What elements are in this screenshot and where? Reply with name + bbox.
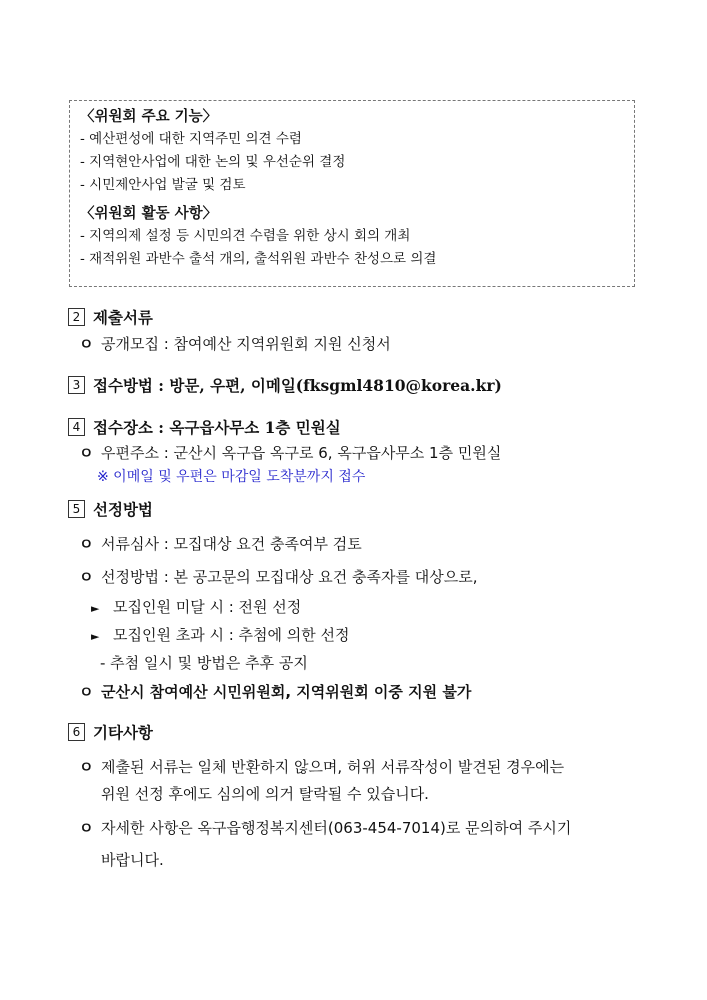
list-item-continued: 위원 선정 후에도 심의에 의거 탈락될 수 있습니다. (101, 785, 429, 803)
box-item: - 재적위원 과반수 출석 개의, 출석위원 과반수 찬성으로 의결 (80, 251, 437, 267)
section-number: 5 (68, 500, 85, 518)
bullet-icon: ㅇ (79, 335, 94, 353)
box-heading-functions: 〈위원회 주요 기능〉 (80, 109, 218, 125)
box-item: - 예산편성에 대한 지역주민 의견 수렴 (80, 131, 302, 147)
bullet-icon: ㅇ (79, 535, 94, 553)
bullet-icon: ㅇ (79, 568, 94, 586)
sub-list-item: - 추첨 일시 및 방법은 추후 공지 (100, 654, 308, 672)
section-title: 선정방법 (93, 500, 153, 519)
section-number: 4 (68, 418, 85, 436)
list-item: ㅇ 제출된 서류는 일체 반환하지 않으며, 허위 서류작성이 발견된 경우에는 (79, 758, 565, 776)
bullet-icon: ㅇ (79, 444, 94, 462)
bullet-icon: ㅇ (79, 683, 94, 701)
sub-list-item: ► 모집인원 초과 시 : 추첨에 의한 선정 (91, 626, 350, 644)
list-item: ㅇ 우편주소 : 군산시 옥구읍 옥구로 6, 옥구읍사무소 1층 민원실 (79, 444, 502, 462)
section-title: 기타사항 (93, 723, 153, 742)
committee-info-box (69, 100, 635, 287)
list-item: ㅇ 자세한 사항은 옥구읍행정복지센터(063-454-7014)로 문의하여 주시기 (79, 819, 572, 837)
bullet-icon: ㅇ (79, 819, 94, 837)
list-item-emphasis: ㅇ 군산시 참여예산 시민위원회, 지역위원회 이중 지원 불가 (79, 683, 472, 701)
section-heading-method (68, 374, 502, 396)
section-number: 6 (68, 723, 85, 741)
note-text: ※ 이메일 및 우편은 마감일 도착분까지 접수 (97, 469, 366, 485)
section-heading-other (68, 721, 153, 743)
section-heading-documents (68, 306, 153, 328)
list-item: ㅇ 서류심사 : 모집대상 요건 충족여부 검토 (79, 535, 362, 553)
section-title: 제출서류 (93, 308, 153, 327)
box-heading-activities: 〈위원회 활동 사항〉 (80, 206, 218, 222)
sub-list-item: ► 모집인원 미달 시 : 전원 선정 (91, 598, 302, 616)
list-item-continued: 바랍니다. (101, 851, 164, 869)
arrow-icon: ► (91, 630, 100, 643)
section-title: 접수장소 : 옥구읍사무소 1층 민원실 (93, 418, 341, 437)
box-item: - 지역현안사업에 대한 논의 및 우선순위 결정 (80, 154, 346, 170)
section-heading-place (68, 416, 341, 438)
section-number: 2 (68, 308, 85, 326)
section-heading-selection (68, 498, 153, 520)
arrow-icon: ► (91, 602, 100, 615)
box-item: - 지역의제 설정 등 시민의견 수렴을 위한 상시 회의 개최 (80, 228, 411, 244)
list-item: ㅇ 공개모집 : 참여예산 지역위원회 지원 신청서 (79, 335, 391, 353)
section-title: 접수방법 : 방문, 우편, 이메일(fksgml4810@korea.kr) (93, 376, 502, 395)
box-item: - 시민제안사업 발굴 및 검토 (80, 177, 246, 193)
section-number: 3 (68, 376, 85, 394)
list-item: ㅇ 선정방법 : 본 공고문의 모집대상 요건 충족자를 대상으로, (79, 568, 478, 586)
bullet-icon: ㅇ (79, 758, 94, 776)
